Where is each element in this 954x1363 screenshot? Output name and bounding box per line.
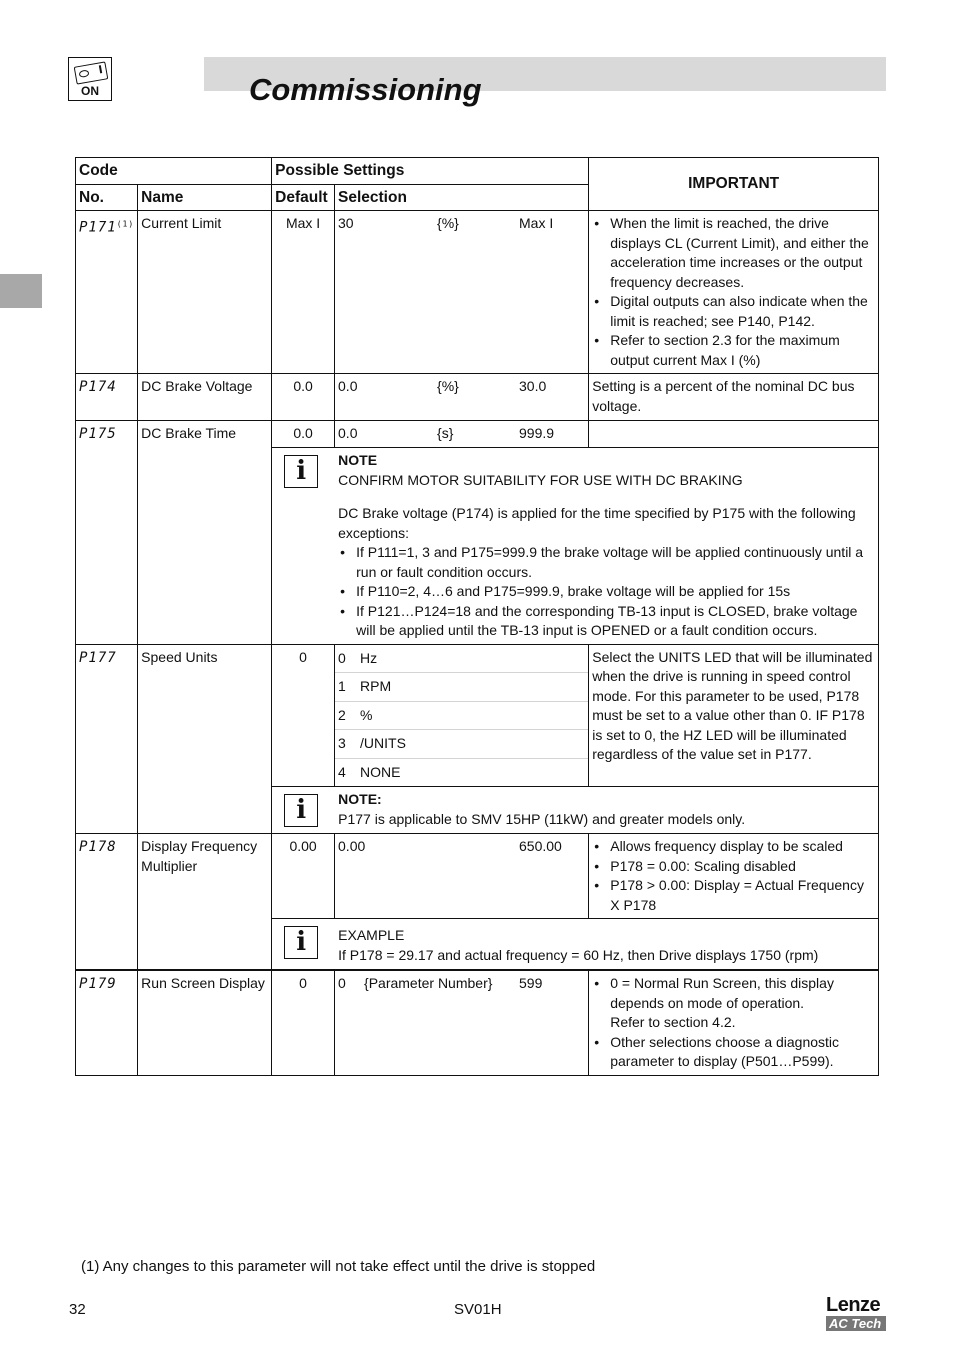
header-selection: Selection: [335, 184, 589, 211]
info-icon: i: [284, 794, 318, 827]
list-item: • If P121…P124=18 and the corresponding TB-13 input is CLOSED, brake voltage will be applied until the TB-13 input is OPENED or a fault condition occurs.: [356, 602, 875, 641]
note-cell: [272, 448, 879, 645]
header-possible-settings: Possible Settings: [272, 158, 589, 185]
note-title: NOTE: [338, 452, 378, 468]
param-code: P178: [79, 839, 117, 855]
sel-max: 30.0: [519, 378, 547, 394]
list-item: • 0 = Normal Run Screen, this display depends on mode of operation. Refer to section 4.2.: [610, 974, 875, 1033]
param-name: Speed Units: [138, 644, 272, 834]
selection-cell: [335, 421, 589, 448]
code-cell: [76, 374, 138, 421]
important-cell: [589, 421, 879, 448]
table-header-row: [76, 158, 879, 185]
lenze-logo: [826, 1295, 886, 1331]
note-text: P177 is applicable to SMV 15HP (11kW) and greater models only.: [338, 810, 746, 827]
code-cell: [76, 834, 138, 971]
sel-min: 0: [338, 975, 346, 991]
sel-unit: {%}: [437, 215, 459, 231]
param-code: P175: [79, 426, 117, 442]
table-row: [76, 374, 879, 421]
selection-cell: [335, 374, 589, 421]
list-item: • When the limit is reached, the drive displays CL (Current Limit), and either the acceleration time increases or the output frequency decreases.: [610, 214, 875, 292]
param-default: 0.00: [272, 834, 335, 919]
important-cell: [589, 834, 879, 919]
list-item: 0 Hz: [335, 645, 588, 674]
page-title: Commissioning: [249, 72, 482, 107]
param-default: Max I: [272, 211, 335, 374]
code-cell: [76, 211, 138, 374]
footnote-marker: (1): [116, 219, 135, 228]
important-cell: [589, 970, 879, 1075]
important-cell: Select the UNITS LED that will be illuminated when the drive is running in speed control mode. For this parameter to be used, P178 must be set to a value other than 0. IF P178 is set to 0, the HZ LED will be illuminated regardless of the value set in P177.: [589, 644, 879, 787]
on-label: ON: [81, 84, 99, 98]
example-text: If P178 = 29.17 and actual frequency = 60 Hz, then Drive displays 1750 (rpm): [338, 946, 819, 963]
list-item: • P178 = 0.00: Scaling disabled: [610, 857, 875, 877]
list-item: 4 NONE: [338, 763, 401, 780]
sel-unit: {Parameter Number}: [364, 975, 493, 991]
selection-cell: [335, 970, 589, 1075]
logo-top: Lenze: [826, 1294, 881, 1316]
example-cell: [272, 919, 879, 971]
code-cell: [76, 421, 138, 645]
list-item: • Refer to section 2.3 for the maximum output current Max I (%): [610, 331, 875, 370]
document-code: SV01H: [454, 1301, 502, 1318]
list-item: • P178 > 0.00: Display = Actual Frequency X P178: [610, 876, 875, 915]
footnote: (1) Any changes to this parameter will not take effect until the drive is stopped: [81, 1258, 596, 1275]
table-row: [76, 421, 879, 448]
list-item: • If P111=1, 3 and P175=999.9 the brake voltage will be applied continuously until a run or fault condition occurs.: [356, 543, 875, 582]
note-warning: CONFIRM MOTOR SUITABILITY FOR USE WITH DC BRAKING: [338, 471, 743, 488]
selection-cell: [335, 834, 589, 919]
note-title: NOTE:: [338, 791, 382, 807]
param-name: DC Brake Time: [138, 421, 272, 645]
info-icon: i: [284, 926, 318, 959]
parameter-table: [75, 157, 879, 1076]
param-code: P177: [79, 649, 117, 666]
list-item: 1 RPM: [335, 673, 588, 702]
param-code: P179: [79, 976, 117, 992]
sel-max: Max I: [519, 215, 554, 231]
param-name: Current Limit: [138, 211, 272, 374]
sel-min: 30: [338, 215, 354, 231]
param-default: 0.0: [272, 421, 335, 448]
important-cell: Setting is a percent of the nominal DC bus voltage.: [589, 374, 879, 421]
sel-max: 599: [519, 975, 543, 991]
table-row: [76, 970, 879, 1075]
list-item: • Other selections choose a diagnostic parameter to display (P501…P599).: [610, 1033, 875, 1072]
example-title: EXAMPLE: [338, 927, 405, 943]
sel-unit: {s}: [437, 425, 454, 441]
table-row: [76, 834, 879, 919]
list-item: • Digital outputs can also indicate when the limit is reached; see P140, P142.: [610, 292, 875, 331]
sel-max: 650.00: [519, 838, 562, 854]
switch-graphic: [74, 61, 109, 84]
header-code: Code: [76, 158, 272, 185]
selection-options: [335, 644, 589, 787]
code-cell: [76, 970, 138, 1075]
param-default: 0: [272, 970, 335, 1075]
list-item: • Allows frequency display to be scaled: [610, 837, 875, 857]
sel-unit: {%}: [437, 378, 459, 394]
note-paragraph: DC Brake voltage (P174) is applied for the time specified by P175 with the following exceptions:: [338, 505, 856, 541]
sel-max: 999.9: [519, 425, 555, 441]
section-tab: [0, 274, 42, 308]
table-row: [76, 211, 879, 374]
list-item: 2 %: [335, 702, 588, 731]
info-icon: i: [284, 455, 318, 488]
note-cell: [272, 787, 879, 834]
list-item: 3 /UNITS: [335, 730, 588, 759]
table-row: [76, 644, 879, 787]
header-name: Name: [138, 184, 272, 211]
header-important: IMPORTANT: [589, 158, 879, 211]
header-no: No.: [76, 184, 138, 211]
sel-min: 0.0: [338, 378, 358, 394]
param-code: P174: [79, 379, 117, 395]
important-cell: [589, 211, 879, 374]
logo-bottom: AC Tech: [826, 1316, 886, 1331]
header-default: Default: [272, 184, 335, 211]
param-code: P171: [79, 219, 117, 236]
power-switch-icon: [68, 57, 112, 101]
param-default: 0.0: [272, 374, 335, 421]
page-number: 32: [69, 1301, 86, 1318]
param-name: DC Brake Voltage: [138, 374, 272, 421]
list-item: • If P110=2, 4…6 and P175=999.9, brake voltage will be applied for 15s: [356, 582, 875, 602]
selection-cell: [335, 211, 589, 374]
sel-min: 0.0: [338, 425, 358, 441]
sel-min: 0.00: [338, 838, 366, 854]
code-cell: [76, 644, 138, 834]
param-name: Run Screen Display: [138, 970, 272, 1075]
param-default: 0: [272, 644, 335, 787]
param-name: Display Frequency Multiplier: [138, 834, 272, 971]
